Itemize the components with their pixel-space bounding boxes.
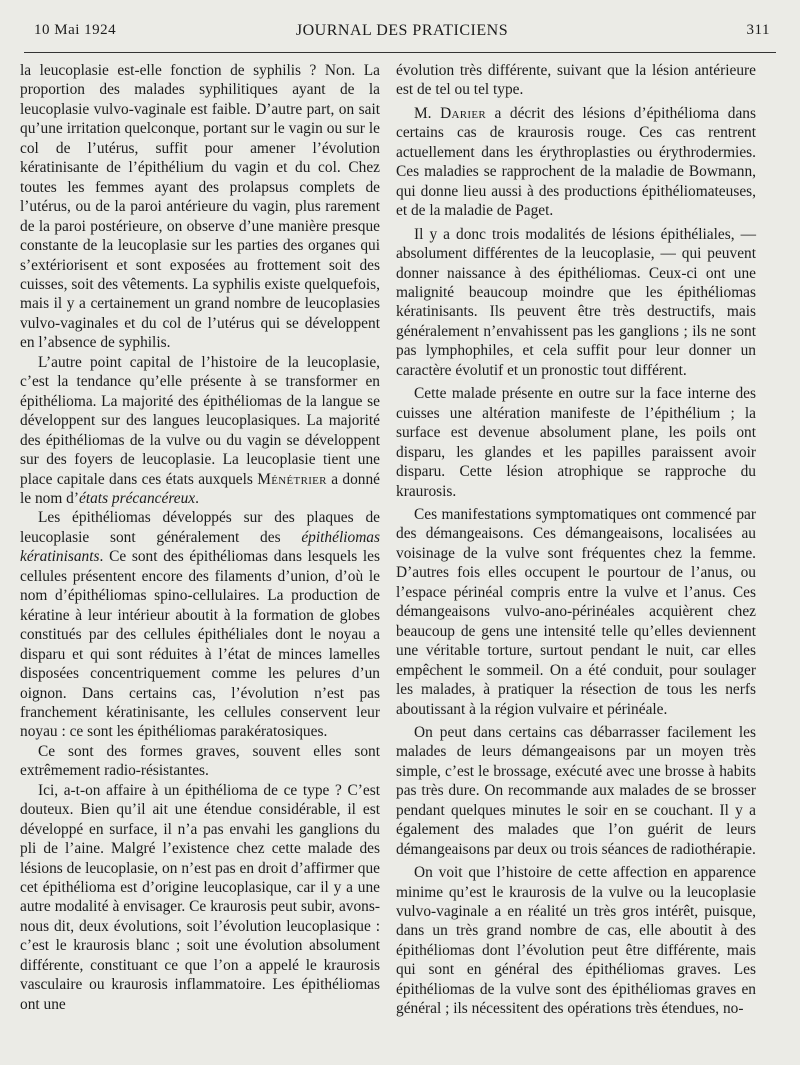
paragraph: On peut dans certains cas débarrasser facilement les malades de leurs démangeaisons par un moyen très simple, c’est le brossage, exécuté avec une brosse à habits pas très dure. On recommande aux malades de se brosser pendant quelques minutes le soir en se couchant. Il y a également des malades que l’on guérit de leurs démangeaisons par deux ou trois séances de radiothérapie. <box>396 723 756 858</box>
paragraph-text: M. <box>414 104 441 122</box>
paragraph: Il y a donc trois modalités de lésions épithéliales, — absolument différentes de la leucoplasie, — qui peuvent donner naissance à des épithéliomas. Ceux-ci ont une malignité beaucoup moindre que les épithéliomas kératinisants. Ils peuvent être très destructifs, mais généralement n’envahissent pas les ganglions ; ils ne sont pas lymphophiles, et cela suffit pour leur donner un caractère évolutif et un pronostic tout différent. <box>396 225 756 379</box>
paragraph: On voit que l’histoire de cette affection en apparence minime qu’est le kraurosis de la vulve ou la leucoplasie vulvo-vaginale a en réalité un très gros intérêt, puisque, dans un très grand nombre de cas, elle aboutit à des épithéliomas dont l’évolution peut être différente, mais qui sont en général des épithéliomas graves. Les épithéliomas de la vulve sont des épithéliomas graves en général ; ils nécessitent des opérations très étendues, no- <box>396 864 756 1018</box>
paragraph-text: a décrit des lésions d’épithélioma dans certains cas de kraurosis rouge. Ces cas rentrent actuellement dans les érythroplasties ou érythrodermies. Ces maladies se rapprochent de la maladie de Bowmann, qui donne lieu aussi à des productions épithéliomateuses, et de la maladie de Paget. <box>396 104 756 220</box>
paragraph-text: . Ce sont des épithéliomas dans lesquels les cellules présentent encore des filaments d’union, d’où le nom d’épithéliomas spino-cellulaires. La production de kératine à leur intérieur aboutit à la formation de globes constitués par des cellules épithéliales dont le noyau a disparu et qui sont réduites à l’état de minces lamelles disposées concentriquement comme les pelures d’un oignon. Dans certains cas, l’évolution n’est pas franchement kératinisante, les cellules conservent leur noyau : ce sont les épithéliomas parakératosiques. <box>20 548 380 741</box>
paragraph: Ce sont des formes graves, souvent elles sont extrêmement radio-résistantes. <box>20 742 380 780</box>
page-number: 311 <box>746 22 770 38</box>
paragraph: évolution très différente, suivant que la lésion antérieure est de tel ou tel type. <box>396 62 756 99</box>
left-column <box>20 61 380 1014</box>
emphasis: états précancéreux <box>79 489 196 507</box>
paragraph <box>396 104 756 221</box>
paragraph: Cette malade présente en outre sur la face interne des cuisses une altération manifeste de l’épithélium ; la surface est devenue absolument plane, les poils ont disparu, les glandes et les papilles paraissent avoir disparu. Cette lésion atrophique se rapproche du kraurosis. <box>396 385 756 500</box>
author-name: Ménétrier <box>257 470 327 488</box>
running-header <box>34 22 770 44</box>
paragraph: la leucoplasie est-elle fonction de syphilis ? Non. La proportion des malades syphilitiques ayant de la leucoplasie vulvo-vaginale est faible. D’autre part, on sait qu’une irritation quelconque, portant sur le vagin ou sur le col de l’utérus, suffit pour amener l’évolution kératinisante de l’épithélium du vagin et du col. Chez toutes les femmes ayant des prolapsus complets de l’utérus, ou de la paroi antérieure du vagin, plus rarement de la paroi postérieure, on observe d’une manière presque constante de la leucoplasie sur les parties des organes qui s’extériorisent et sont exposées au frottement soit des cuisses, soit des vêtements. La syphilis existe quelquefois, mais il y a certainement un grand nombre de leucoplasies vulvo-vaginales et du col de l’utérus qui se développent en l’absence de syphilis. <box>20 62 380 352</box>
header-rule <box>24 52 776 53</box>
issue-date: 10 Mai 1924 <box>34 22 117 38</box>
paragraph: Ces manifestations symptomatiques ont commencé par des démangeaisons. Ces démangeaisons, localisées au voisinage de la vulve sont fréquentes chez la femme. D’autres fois elles occupent le pourtour de l’anus, ou l’espace périnéal compris entre la vulve et l’anus. Ces démangeaisons vulvo-ano-périnéales acquièrent chez beaucoup de gens une intensité telle qu’elles deviennent une véritable torture, surtout pendant le nuit, car elles empêchent le sommeil. On a été conduit, pour soulager les malades, à pratiquer la résection de tous les nerfs aboutissant à la région vulvaire et périnéale. <box>396 505 756 718</box>
paragraph-text: Les épithéliomas développés sur des plaques de leucoplasie sont généralement des <box>20 509 380 546</box>
paragraph <box>20 353 380 509</box>
paragraph-text: L’autre point capital de l’histoire de la leucoplasie, c’est la tendance qu’elle présente à se transformer en épithélioma. La majorité des épithéliomas de la langue se développent sur des langues leucoplasiques. La majorité des épithéliomas de la vulve ou du vagin se développent sur des foyers de leucoplasie. La leucoplasie tient une place capitale dans ces états auxquels <box>20 353 380 488</box>
emphasis: épithéliomas kératinisants <box>20 528 380 566</box>
paragraph <box>20 508 380 741</box>
paragraph-text: a donné le nom d’ <box>20 470 380 507</box>
right-column <box>396 61 756 1019</box>
paragraph: Ici, a-t-on affaire à un épithélioma de ce type ? C’est douteux. Bien qu’il ait une étendue considérable, il est développé en surface, il n’a pas envahi les ganglions du pli de l’aine. Malgré l’existence chez cette malade des lésions de leucoplasie, on n’est pas en droit d’affirmer que cet épithélioma est d’origine leucoplasique, car il y a une autre modalité à envisager. Ce kraurosis peut subir, avons-nous dit, deux évolutions, soit l’évolution leucoplasique : c’est le kraurosis blanc ; soit une évolution absolument différente, constituant ce que l’on a appelé le kraurosis vasculaire ou kraurosis inflammatoire. Les épithéliomas ont une <box>20 781 380 1013</box>
paragraph-text: . <box>195 489 199 507</box>
author-name: Darier <box>440 104 486 122</box>
journal-title: JOURNAL DES PRATICIENS <box>295 22 509 39</box>
